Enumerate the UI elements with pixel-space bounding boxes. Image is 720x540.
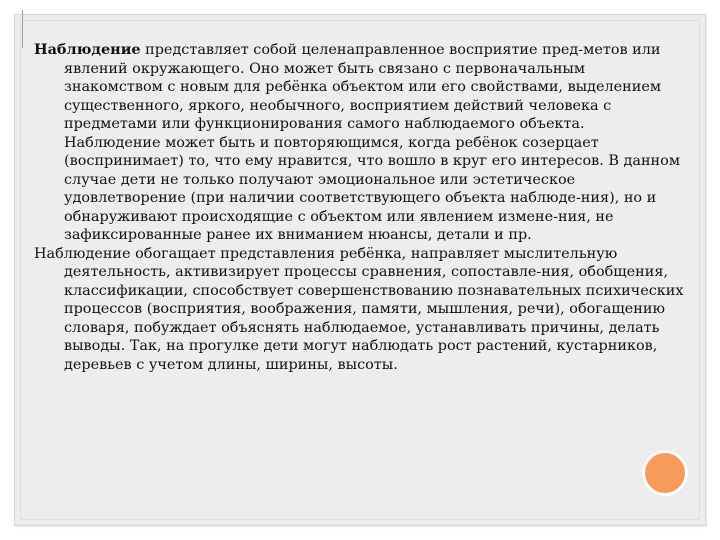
paragraph-lead-term: Наблюдение (34, 41, 141, 58)
paragraph-observation-benefits (34, 245, 684, 375)
top-left-accent-line (22, 10, 23, 48)
paragraph-observation-definition (34, 41, 684, 245)
paragraph-text: Наблюдение обогащает представления ребёнка, направляет мыслительную деятельность, активизирует процессы сравнения, сопоставле-ния, обобщения, классификации, способствует совершенствованию познавательных психических процессов (восприятия, воображения, памяти, мышления, речи), обогащению словаря, побуждает объяснять наблюдаемое, устанавливать причины, делать выводы. Так, на прогулке дети могут наблюдать рост растений, кустарников, деревьев с учетом длины, ширины, высоты. (34, 245, 684, 373)
paragraph-text: представляет собой целенаправленное восприятие пред-метов или явлений окружающего. Оно может быть связано с первоначальным знакомством с новым для ребёнка объектом или его свойствами, выделением существенного, яркого, необычного, восприятием действий человека с предметами или функционирования самого наблюдаемого объекта. Наблюдение может быть и повторяющимся, когда ребёнок созерцает (воспринимает) то, что ему нравится, что вошло в круг его интересов. В данном случае дети не только получают эмоциональное или эстетическое удовлетворение (при наличии соответствующего объекта наблюде-ния), но и обнаруживают происходящие с объектом или явлением измене-ния, не зафиксированные ранее их вниманием нюансы, детали и пр. (64, 42, 681, 243)
orange-circle-decoration (642, 450, 688, 496)
body-text (34, 41, 684, 374)
